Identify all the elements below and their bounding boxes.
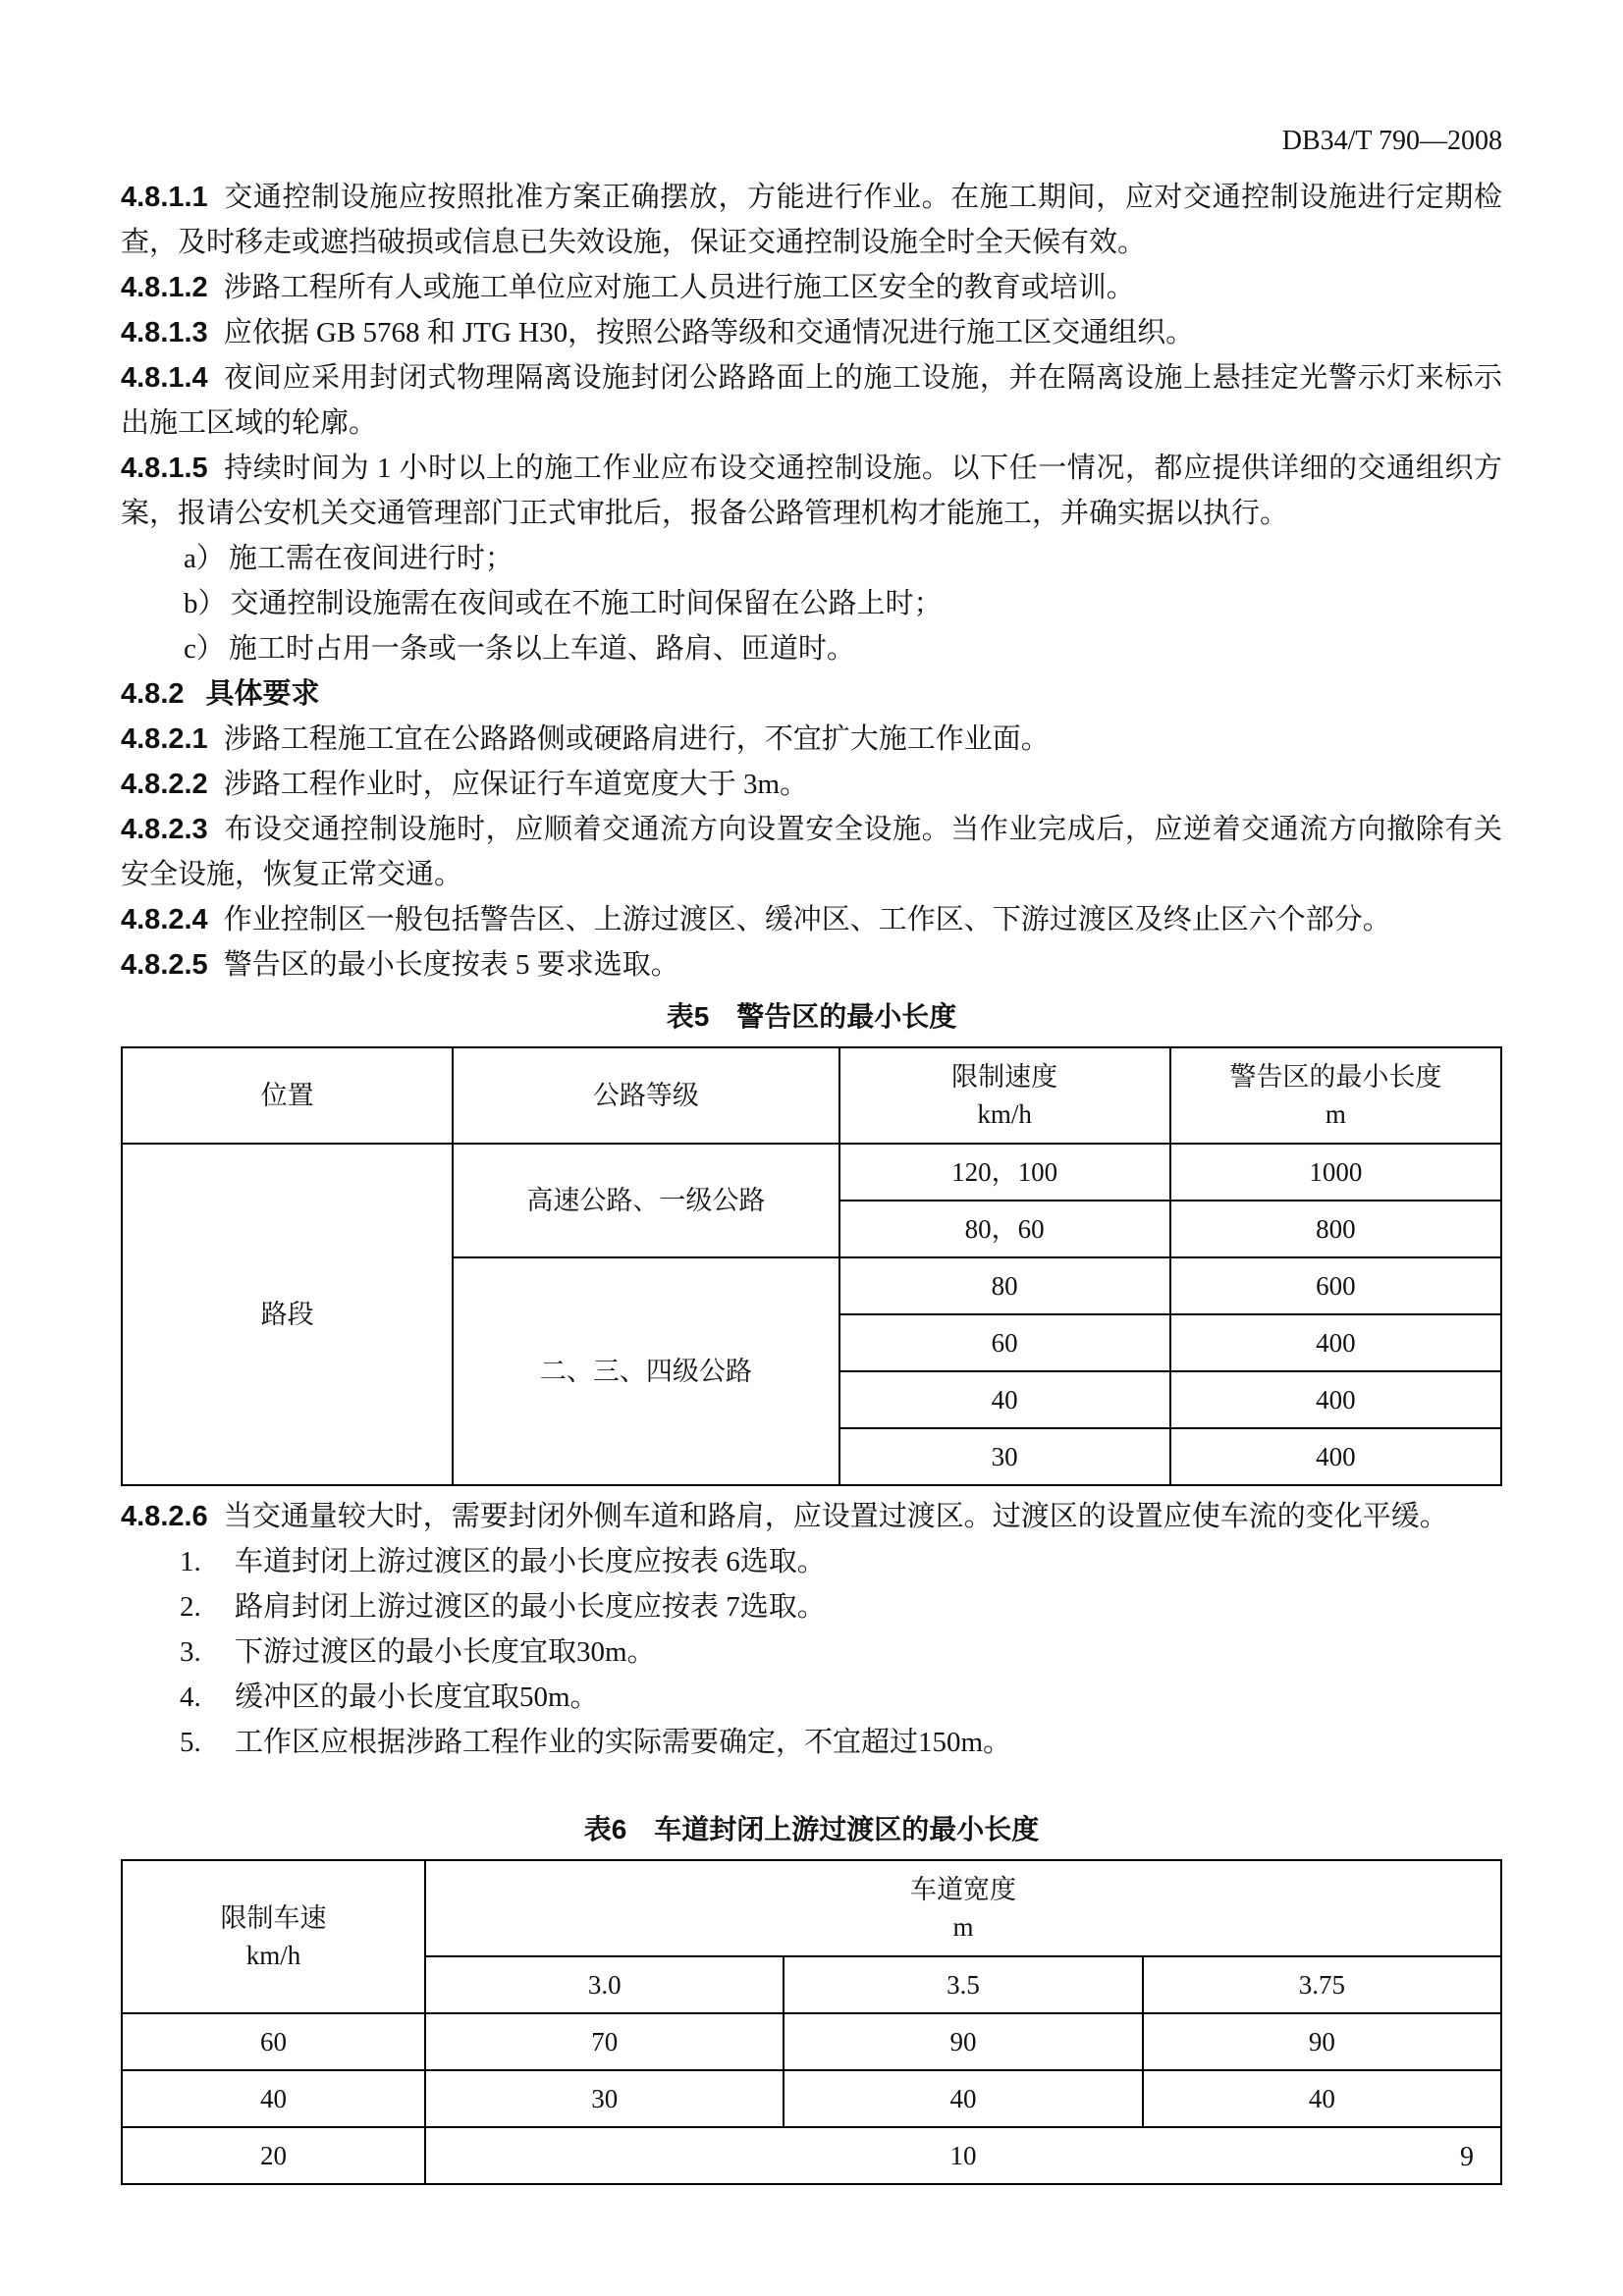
- clause-4-8-1-5: [121, 446, 1502, 536]
- section-title: 具体要求: [205, 678, 320, 710]
- clause-text: 作业控制区一般包括警告区、上游过渡区、缓冲区、工作区、下游过渡区及终止区六个部分。: [223, 904, 1391, 935]
- column-unit: m: [1325, 1099, 1346, 1129]
- list-item-b: [121, 581, 1502, 626]
- table-header-cell: 3.0: [425, 1956, 784, 2013]
- table-cell-location: 路段: [122, 1144, 453, 1485]
- numbered-item-1: [121, 1539, 1502, 1584]
- table-row: [122, 2127, 1501, 2184]
- list-item-label: b）: [184, 588, 227, 619]
- page-number: 9: [1460, 2142, 1474, 2172]
- table-header-cell: 公路等级: [453, 1047, 839, 1144]
- table-cell: 40: [1143, 2070, 1501, 2127]
- clause-text: 警告区的最小长度按表 5 要求选取。: [223, 949, 679, 981]
- clause-number: 4.8.1.3: [121, 317, 208, 348]
- table-cell: 10: [425, 2127, 1501, 2184]
- clause-text: 持续时间为 1 小时以上的施工作业应布设交通控制设施。以下任一情况，都应提供详细的交通组织方案，报请公安机关交通管理部门正式审批后，报备公路管理机构才能施工，并确实据以执行。: [121, 453, 1502, 529]
- table-header-cell: [839, 1047, 1170, 1144]
- table-cell: 90: [784, 2013, 1142, 2070]
- table-cell: 400: [1170, 1371, 1501, 1428]
- table-cell: 40: [784, 2070, 1142, 2127]
- numbered-item-2: [121, 1584, 1502, 1629]
- column-unit: m: [952, 1912, 974, 1942]
- table-cell: 60: [839, 1314, 1170, 1371]
- item-number: 5.: [180, 1727, 201, 1758]
- table-cell: 20: [122, 2127, 425, 2184]
- table-cell: 600: [1170, 1257, 1501, 1314]
- clause-4-8-1-3: [121, 310, 1502, 355]
- clause-number: 4.8.1.4: [121, 362, 208, 394]
- table-cell: 40: [122, 2070, 425, 2127]
- column-title: 限制速度: [951, 1062, 1058, 1092]
- clause-4-8-1-2: [121, 265, 1502, 310]
- clause-text: 涉路工程作业时，应保证行车道宽度大于 3m。: [223, 769, 808, 800]
- table-cell-grade: 二、三、四级公路: [453, 1257, 839, 1485]
- table-cell: 400: [1170, 1314, 1501, 1371]
- numbered-item-4: [121, 1675, 1502, 1720]
- table-row: [122, 2070, 1501, 2127]
- clause-4-8-2-1: [121, 717, 1502, 762]
- table-header-cell: 3.5: [784, 1956, 1142, 2013]
- table-header-row: [122, 1860, 1501, 1956]
- table-row: [122, 2013, 1501, 2070]
- table-row: [122, 1144, 1501, 1201]
- list-item-text: 施工需在夜间进行时；: [228, 543, 514, 574]
- table-cell: 60: [122, 2013, 425, 2070]
- column-unit: km/h: [245, 1941, 301, 1970]
- item-text: 缓冲区的最小长度宜取50m。: [235, 1682, 599, 1713]
- list-item-c: [121, 626, 1502, 671]
- column-title: 车道宽度: [910, 1875, 1017, 1904]
- item-number: 1.: [180, 1546, 201, 1577]
- table-header-cell: 位置: [122, 1047, 453, 1144]
- clause-number: 4.8.2.3: [121, 814, 208, 845]
- clause-number: 4.8.2.6: [121, 1501, 208, 1532]
- item-text: 下游过渡区的最小长度宜取30m。: [235, 1636, 656, 1668]
- clause-number: 4.8.2.4: [121, 904, 208, 935]
- table6-caption: 表6 车道封闭上游过渡区的最小长度: [583, 1814, 1040, 1844]
- table-cell: 30: [839, 1428, 1170, 1485]
- numbered-item-3: [121, 1629, 1502, 1675]
- clause-number: 4.8.2.2: [121, 769, 208, 800]
- clause-number: 4.8.1.2: [121, 272, 208, 303]
- table-cell: 400: [1170, 1428, 1501, 1485]
- column-title: 限制车速: [220, 1903, 327, 1933]
- clause-text: 夜间应采用封闭式物理隔离设施封闭公路路面上的施工设施，并在隔离设施上悬挂定光警示灯来标示出施工区域的轮廓。: [121, 362, 1502, 439]
- clause-number: 4.8.1.5: [121, 453, 208, 484]
- clause-text: 涉路工程所有人或施工单位应对施工人员进行施工区安全的教育或培训。: [223, 272, 1135, 303]
- table-cell: 80，60: [839, 1201, 1170, 1257]
- clause-4-8-2-6: [121, 1494, 1502, 1539]
- clause-4-8-1-1: [121, 175, 1502, 265]
- table-cell-grade: 高速公路、一级公路: [453, 1144, 839, 1257]
- clause-text: 涉路工程施工宜在公路路侧或硬路肩进行，不宜扩大施工作业面。: [223, 723, 1050, 755]
- item-text: 工作区应根据涉路工程作业的实际需要确定，不宜超过150m。: [235, 1727, 1012, 1758]
- item-number: 2.: [180, 1591, 201, 1623]
- clause-text: 交通控制设施应按照批准方案正确摆放，方能进行作业。在施工期间，应对交通控制设施进行定期检查，及时移走或遮挡破损或信息已失效设施，保证交通控制设施全时全天候有效。: [121, 182, 1502, 258]
- table5-caption: 表5 警告区的最小长度: [666, 1001, 957, 1032]
- table-cell: 30: [425, 2070, 784, 2127]
- table-cell: 1000: [1170, 1144, 1501, 1201]
- section-number: 4.8.2: [121, 678, 185, 710]
- column-title: 警告区的最小长度: [1229, 1062, 1442, 1092]
- numbered-item-5: [121, 1720, 1502, 1765]
- table-cell: 40: [839, 1371, 1170, 1428]
- table-header-cell: [425, 1860, 1501, 1956]
- section-heading-4-8-2: [121, 671, 1502, 717]
- list-item-text: 交通控制设施需在夜间或在不施工时间保留在公路上时；: [230, 588, 943, 619]
- table6-lane-closure-transition-min-length: [121, 1859, 1502, 2185]
- table-cell: 120，100: [839, 1144, 1170, 1201]
- clause-number: 4.8.1.1: [121, 182, 208, 213]
- clause-text: 布设交通控制设施时，应顺着交通流方向设置安全设施。当作业完成后，应逆着交通流方向撤除有关安全设施，恢复正常交通。: [121, 814, 1502, 890]
- clause-number: 4.8.2.5: [121, 949, 208, 981]
- table-cell: 800: [1170, 1201, 1501, 1257]
- clause-text: 应依据 GB 5768 和 JTG H30，按照公路等级和交通情况进行施工区交通组织。: [223, 317, 1195, 348]
- clause-4-8-2-3: [121, 807, 1502, 897]
- item-text: 车道封闭上游过渡区的最小长度应按表 6选取。: [235, 1546, 826, 1577]
- clause-text: 当交通量较大时，需要封闭外侧车道和路肩，应设置过渡区。过渡区的设置应使车流的变化平缓。: [223, 1501, 1448, 1532]
- item-number: 3.: [180, 1636, 201, 1668]
- table-cell: 70: [425, 2013, 784, 2070]
- clause-4-8-2-4: [121, 897, 1502, 942]
- table5-warning-zone-min-length: [121, 1046, 1502, 1486]
- table-cell: 80: [839, 1257, 1170, 1314]
- item-text: 路肩封闭上游过渡区的最小长度应按表 7选取。: [235, 1591, 826, 1623]
- list-item-label: c）: [184, 633, 225, 665]
- clause-4-8-1-4: [121, 355, 1502, 446]
- column-unit: km/h: [977, 1099, 1032, 1129]
- clause-number: 4.8.2.1: [121, 723, 208, 755]
- list-item-text: 施工时占用一条或一条以上车道、路肩、匝道时。: [228, 633, 855, 665]
- list-item-label: a）: [184, 543, 225, 574]
- doc-number: DB34/T 790—2008: [1281, 126, 1502, 156]
- clause-4-8-2-2: [121, 762, 1502, 807]
- item-number: 4.: [180, 1682, 201, 1713]
- clause-4-8-2-5: [121, 942, 1502, 988]
- table-header-cell: [1170, 1047, 1501, 1144]
- table-header-cell: [122, 1860, 425, 2013]
- table-header-row: [122, 1047, 1501, 1144]
- list-item-a: [121, 536, 1502, 581]
- table-cell: 90: [1143, 2013, 1501, 2070]
- table-header-cell: 3.75: [1143, 1956, 1501, 2013]
